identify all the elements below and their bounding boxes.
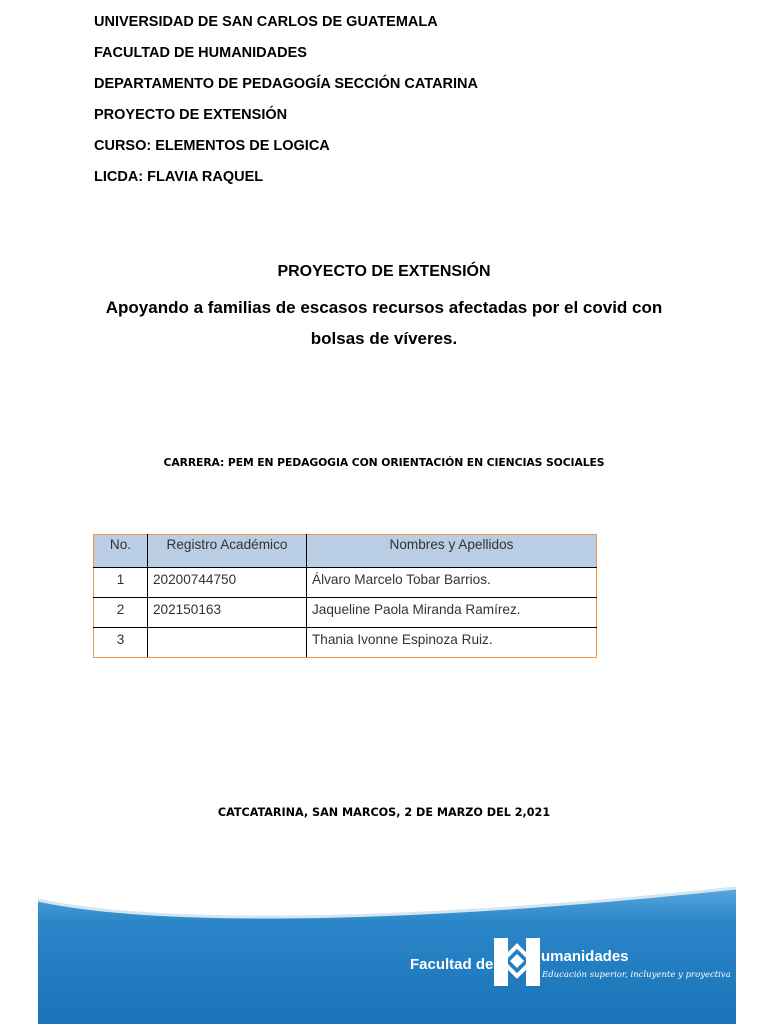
banner-wave [0, 880, 768, 1024]
table-header-row [94, 535, 597, 568]
place-and-date: CATCATARINA, SAN MARCOS, 2 DE MARZO DEL 2,021 [217, 806, 551, 819]
project-title-block [0, 262, 768, 354]
cell-registro: 202150163 [148, 598, 307, 628]
instructor-name: LICDA: FLAVIA RAQUEL [94, 169, 264, 185]
logo-tagline: Educación superior, incluyente y proyectiva [542, 970, 731, 980]
cell-no: 3 [94, 628, 148, 658]
cell-no: 2 [94, 598, 148, 628]
header-registro: Registro Académico [148, 535, 307, 568]
career-label: CARRERA: PEM EN PEDAGOGIA CON ORIENTACIÓN EN CIENCIAS SOCIALES [163, 456, 605, 469]
header-nombre: Nombres y Apellidos [307, 535, 597, 568]
cell-no: 1 [94, 568, 148, 598]
table-row [94, 628, 597, 658]
students-table [93, 534, 597, 658]
project-subtitle-line-1: Apoyando a familias de escasos recursos afectadas por el covid con [105, 298, 663, 317]
table-row [94, 568, 597, 598]
institution-header [94, 12, 478, 198]
logo-humanidades-text: umanidades [541, 948, 629, 965]
cell-nombre: Jaqueline Paola Miranda Ramírez. [307, 598, 597, 628]
cell-nombre: Thania Ivonne Espinoza Ruiz. [307, 628, 597, 658]
project-subtitle-line-2: bolsas de víveres. [310, 329, 458, 348]
university-name: UNIVERSIDAD DE SAN CARLOS DE GUATEMALA [94, 14, 438, 30]
project-subtitle [0, 292, 768, 354]
department-name: DEPARTAMENTO DE PEDAGOGÍA SECCIÓN CATARINA [94, 76, 478, 92]
project-title: PROYECTO DE EXTENSIÓN [277, 263, 491, 280]
project-type: PROYECTO DE EXTENSIÓN [94, 107, 288, 123]
faculty-name: FACULTAD DE HUMANIDADES [94, 45, 307, 61]
header-no: No. [94, 535, 148, 568]
cell-registro [148, 628, 307, 658]
course-name: CURSO: ELEMENTOS DE LOGICA [94, 138, 330, 154]
cell-nombre: Álvaro Marcelo Tobar Barrios. [307, 568, 597, 598]
table-row [94, 598, 597, 628]
cell-registro: 20200744750 [148, 568, 307, 598]
logo-facultad-text: Facultad de [410, 956, 494, 973]
humanidades-logo-icon [494, 938, 540, 986]
faculty-banner [0, 880, 768, 1024]
